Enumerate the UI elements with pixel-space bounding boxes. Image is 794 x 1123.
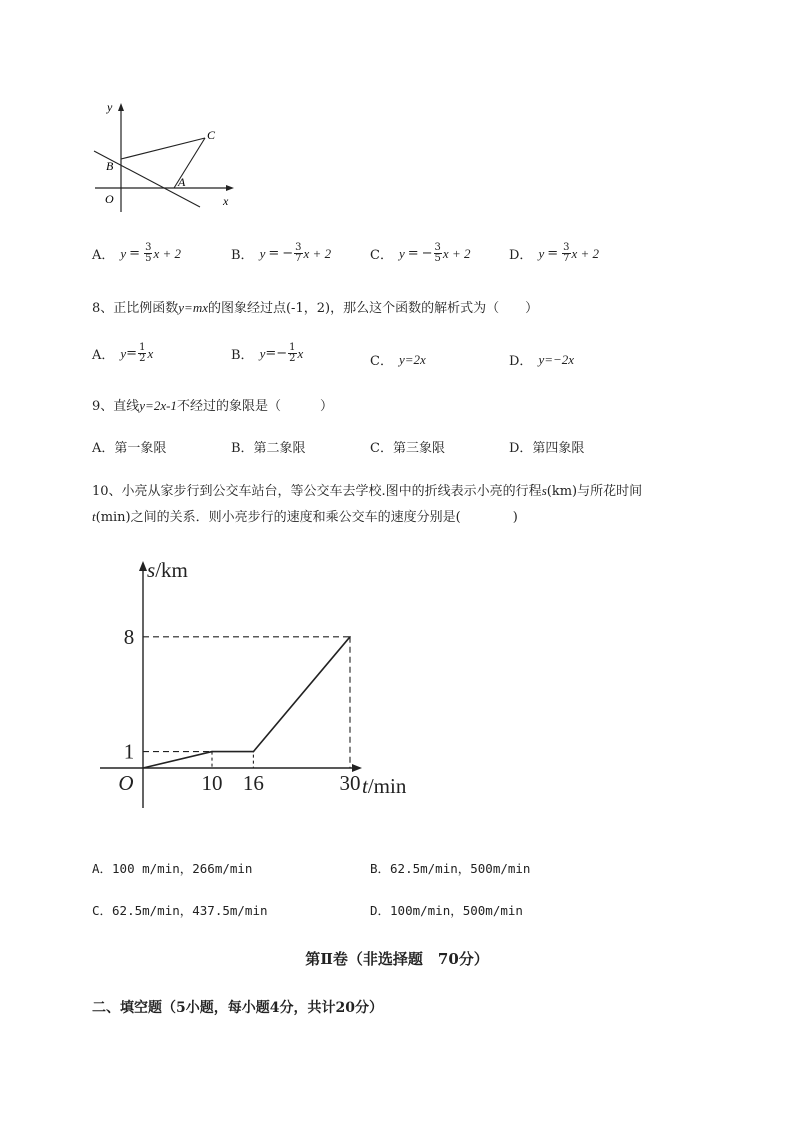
q8-stem-func: y=mx: [178, 300, 208, 315]
option-label: D．: [509, 354, 533, 369]
q7-option-c[interactable]: [370, 243, 470, 264]
option-sign: −: [282, 246, 294, 261]
q10-line1-suffix: (km)与所花时间: [546, 484, 643, 499]
q10-var-t: t: [92, 509, 96, 524]
x-axis-label: t/min: [362, 774, 407, 798]
label-o: O: [105, 192, 114, 206]
series-line: [143, 637, 350, 768]
label-c: C: [207, 128, 216, 142]
data-point: [253, 751, 255, 753]
q8-stem-prefix: 8、正比例函数: [92, 301, 179, 316]
q9-stem-func: y=2x-1: [139, 398, 177, 413]
option-lhs: y: [538, 245, 545, 261]
q10-option-c[interactable]: C．62.5m/min，437.5m/min: [92, 903, 268, 918]
q10-line-chart: [100, 555, 430, 830]
option-eq: =: [126, 346, 138, 361]
fraction: $\frac{3}{7}$: [563, 242, 570, 264]
x-tick-label: 30: [339, 771, 361, 795]
geometry-figure: [90, 95, 250, 215]
label-y: y: [107, 100, 113, 114]
option-rest: x + 2: [153, 245, 181, 261]
section-title: 第Ⅱ卷（非选择题 70分）: [305, 950, 489, 968]
option-rest: x: [147, 345, 154, 361]
q10-stem-line1: [92, 483, 642, 500]
option-eq: =: [268, 246, 280, 261]
q10-stem-line2: [92, 509, 518, 526]
q10-line1-prefix: 10、小亮从家步行到公交车站台，等公交车去学校.图中的折线表示小亮的行程: [92, 484, 542, 499]
q8-option-b[interactable]: [231, 343, 303, 364]
q8-option-d[interactable]: [509, 350, 574, 369]
q9-option-c[interactable]: C．第三象限: [370, 441, 445, 456]
option-eq: =: [547, 246, 559, 261]
fraction: $\frac{1}{2}$: [289, 342, 296, 364]
q8-option-a[interactable]: [92, 343, 153, 364]
q9-stem-suffix: 不经过的象限是（ ）: [176, 399, 333, 414]
q10-option-d[interactable]: D．100m/min，500m/min: [370, 903, 523, 918]
q10-option-b[interactable]: B．62.5m/min，500m/min: [370, 861, 531, 876]
q10-line2-suffix: (min)之间的关系．则小亮步行的速度和乘公交车的速度分别是( ): [95, 510, 518, 525]
fraction: $\frac{1}{2}$: [139, 342, 146, 364]
x-axis-arrow: [226, 185, 234, 191]
option-rest: x + 2: [442, 245, 471, 261]
fraction: $\frac{3}{5}$: [145, 242, 152, 264]
q9-stem-prefix: 9、直线: [92, 399, 140, 414]
label-a: A: [178, 175, 186, 189]
y-axis-label: s/km: [147, 558, 188, 582]
origin-label: O: [118, 771, 134, 795]
q8-stem-suffix: 的图象经过点(-1，2)，那么这个函数的解析式为（ ）: [207, 301, 539, 316]
q10-option-a[interactable]: A．100 m/min，266m/min: [92, 861, 253, 876]
option-eq: =: [407, 246, 419, 261]
q10-var-s: s: [541, 483, 547, 498]
q9-option-d[interactable]: D．第四象限: [509, 441, 585, 456]
fraction: $\frac{3}{5}$: [434, 242, 441, 264]
option-label: D．: [509, 248, 533, 263]
q9-option-a[interactable]: A．第一象限: [92, 441, 167, 456]
option-label: A．: [92, 348, 115, 363]
option-eq: =: [129, 246, 141, 261]
section-subtitle: 二、填空题（5小题，每小题4分，共计20分）: [92, 1000, 383, 1016]
q9-option-b[interactable]: B．第二象限: [231, 441, 306, 456]
segment-bc: [121, 138, 205, 159]
data-point: [349, 636, 351, 638]
q8-stem: [92, 300, 538, 317]
option-lhs: y: [398, 245, 405, 261]
label-x: x: [223, 194, 229, 208]
label-b: B: [106, 159, 114, 173]
option-rest: x + 2: [571, 245, 600, 261]
option-label: B．: [231, 248, 254, 263]
y-axis-arrow: [118, 103, 124, 111]
q8-option-c[interactable]: [370, 350, 426, 369]
q7-option-a[interactable]: [92, 243, 181, 264]
option-label: C．: [370, 248, 393, 263]
q7-option-d[interactable]: [509, 243, 599, 264]
option-lhs: y: [120, 345, 127, 361]
q7-option-b[interactable]: [231, 243, 331, 264]
option-text: y=2x: [398, 351, 426, 367]
data-point: [142, 767, 144, 769]
fraction: $\frac{3}{7}$: [295, 242, 302, 264]
x-tick-label: 10: [201, 771, 223, 795]
data-point: [211, 751, 213, 753]
option-eq: =−: [265, 346, 288, 361]
y-tick-label: 8: [123, 624, 135, 649]
option-rest: x: [297, 345, 304, 361]
option-lhs: y: [120, 245, 127, 261]
option-text: y=−2x: [538, 351, 575, 367]
option-label: C．: [370, 354, 393, 369]
option-label: B．: [231, 348, 254, 363]
y-axis-arrow: [139, 561, 147, 571]
option-lhs: y: [259, 345, 266, 361]
x-tick-label: 16: [242, 771, 264, 795]
option-lhs: y: [259, 245, 266, 261]
option-sign: −: [421, 246, 433, 261]
option-label: A．: [92, 248, 115, 263]
y-tick-label: 1: [123, 739, 135, 764]
option-rest: x + 2: [303, 245, 332, 261]
q9-stem: [92, 398, 333, 415]
